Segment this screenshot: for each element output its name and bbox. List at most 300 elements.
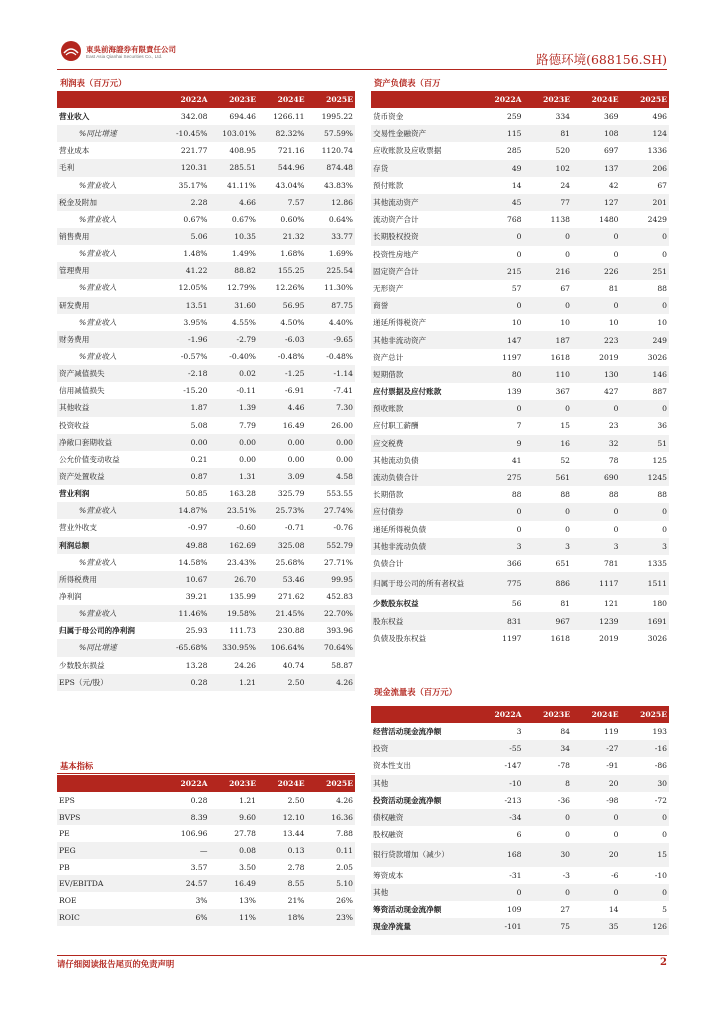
value-cell: 0 bbox=[613, 249, 619, 259]
value-cell: 1245 bbox=[621, 469, 670, 486]
value-cell: 0 bbox=[621, 884, 670, 901]
row-label: 营业外收支 bbox=[59, 523, 97, 533]
indicators-title: 基本指标 bbox=[60, 761, 94, 771]
row-label: ROIC bbox=[57, 909, 161, 926]
row-label: 投资 bbox=[371, 740, 475, 757]
value-cell: -10 bbox=[475, 775, 524, 792]
value-cell: 78 bbox=[608, 455, 619, 465]
value-cell: 103.01% bbox=[210, 125, 259, 142]
row-label: 应付职工薪酬 bbox=[373, 421, 419, 431]
row-label: PEG bbox=[57, 842, 161, 859]
value-cell: 3.57 bbox=[190, 862, 208, 872]
value-cell: 230.88 bbox=[277, 626, 305, 636]
row-label: 流动资产合计 bbox=[373, 215, 419, 225]
value-cell: -27 bbox=[572, 740, 621, 757]
value-cell: 0.67% bbox=[231, 214, 256, 224]
value-cell: -0.60 bbox=[236, 523, 256, 533]
value-cell: 43.04% bbox=[275, 180, 305, 190]
year-header: 2022A bbox=[161, 775, 210, 792]
value-cell: 0 bbox=[524, 884, 573, 901]
row-label: 营业收入 bbox=[59, 112, 90, 122]
year-header: 2024E bbox=[572, 706, 621, 723]
value-cell: 52 bbox=[560, 455, 570, 465]
value-cell: 4.50% bbox=[280, 317, 305, 327]
value-cell: 334 bbox=[555, 112, 570, 122]
value-cell: 39.21 bbox=[185, 592, 208, 601]
value-cell: 82.32% bbox=[258, 125, 307, 142]
value-cell: 57 bbox=[511, 283, 522, 293]
value-cell: 12.26% bbox=[275, 283, 305, 293]
table-row bbox=[371, 826, 669, 843]
value-cell: 40.74 bbox=[282, 660, 305, 670]
value-cell: 0 bbox=[565, 524, 570, 534]
value-cell: 0 bbox=[524, 503, 573, 520]
value-cell: 690 bbox=[572, 469, 621, 486]
value-cell: 367 bbox=[555, 387, 570, 397]
table-row bbox=[371, 383, 669, 400]
company-name-cn: 東吳前海證券有限責任公司 bbox=[86, 45, 176, 54]
value-cell: 325.79 bbox=[277, 489, 305, 499]
value-cell: 0.00 bbox=[239, 454, 256, 464]
table-row bbox=[57, 331, 355, 348]
value-cell: 0 bbox=[516, 524, 522, 534]
row-label: 销售费用 bbox=[57, 228, 161, 245]
value-cell: -0.48% bbox=[277, 352, 305, 362]
row-label: %营业收入 bbox=[79, 249, 117, 259]
table-row bbox=[57, 537, 355, 554]
value-cell: -0.40% bbox=[229, 352, 256, 362]
value-cell: 1138 bbox=[550, 215, 570, 225]
value-cell: 11.46% bbox=[161, 605, 210, 622]
value-cell: 0 bbox=[524, 809, 573, 826]
value-cell: 0.21 bbox=[190, 454, 208, 464]
value-cell: 19.58% bbox=[210, 605, 259, 622]
value-cell: 147 bbox=[475, 331, 524, 348]
value-cell: 26.00 bbox=[331, 420, 353, 430]
value-cell: -1.96 bbox=[161, 331, 210, 348]
value-cell: 1.48% bbox=[183, 249, 208, 259]
year-header: 2022A bbox=[475, 91, 524, 108]
value-cell: 42 bbox=[608, 180, 619, 190]
value-cell: 6% bbox=[161, 909, 210, 926]
value-cell: 106.64% bbox=[258, 639, 307, 656]
row-label: 递延所得税资产 bbox=[373, 318, 427, 328]
header-blank-cell bbox=[371, 91, 475, 108]
value-cell: 49.88 bbox=[161, 537, 210, 554]
value-cell: 0 bbox=[524, 400, 573, 417]
cashflow-title: 现金流量表（百万元） bbox=[374, 687, 457, 697]
value-cell: 3.95% bbox=[183, 317, 208, 327]
table-row bbox=[57, 365, 355, 382]
value-cell: -10 bbox=[654, 870, 667, 880]
value-cell: 0 bbox=[662, 249, 667, 259]
value-cell: 4.58 bbox=[307, 468, 356, 485]
value-cell: 1335 bbox=[647, 558, 667, 568]
value-cell: 36 bbox=[657, 421, 667, 431]
value-cell: 0 bbox=[621, 400, 670, 417]
table-row bbox=[57, 892, 355, 909]
income-statement-title: 利润表（百万元） bbox=[60, 78, 127, 88]
table-row bbox=[57, 588, 355, 605]
row-label: %营业收入 bbox=[79, 283, 117, 293]
value-cell: 15 bbox=[621, 843, 670, 866]
value-cell: 1239 bbox=[572, 612, 621, 629]
value-cell: 7 bbox=[516, 421, 522, 431]
value-cell: 32 bbox=[572, 435, 621, 452]
value-cell: 0.00 bbox=[336, 454, 353, 464]
value-cell: 14.87% bbox=[161, 502, 210, 519]
table-row bbox=[371, 469, 669, 486]
value-cell: -6 bbox=[611, 870, 619, 880]
value-cell: 1120.74 bbox=[321, 146, 353, 156]
value-cell: 0.67% bbox=[183, 214, 208, 224]
table-row bbox=[371, 867, 669, 884]
value-cell: 4.40% bbox=[328, 317, 353, 327]
table-row bbox=[371, 417, 669, 434]
value-cell: 0 bbox=[565, 249, 570, 259]
value-cell: 81 bbox=[560, 599, 570, 609]
value-cell: 8.55 bbox=[258, 875, 307, 892]
table-row bbox=[57, 825, 355, 842]
value-cell: 121 bbox=[604, 599, 619, 609]
value-cell: 0.00 bbox=[258, 434, 307, 451]
value-cell: -10.45% bbox=[161, 125, 210, 142]
table-row bbox=[371, 809, 669, 826]
value-cell: 0 bbox=[475, 503, 524, 520]
value-cell: 10.67 bbox=[161, 571, 210, 588]
value-cell: 21% bbox=[287, 895, 305, 905]
row-label: 其他流动资产 bbox=[371, 194, 475, 211]
value-cell: 2019 bbox=[599, 633, 619, 643]
table-row bbox=[371, 918, 669, 935]
value-cell: 887 bbox=[652, 387, 667, 397]
value-cell: 1.39 bbox=[210, 399, 259, 416]
row-label: 其他非流动资产 bbox=[371, 331, 475, 348]
table-row bbox=[371, 211, 669, 228]
value-cell: 0.13 bbox=[258, 842, 307, 859]
value-cell: 137 bbox=[572, 160, 621, 177]
value-cell: 180 bbox=[652, 599, 667, 609]
row-label: 其他 bbox=[371, 775, 475, 792]
table-row bbox=[371, 595, 669, 612]
year-header: 2025E bbox=[621, 706, 670, 723]
value-cell: 135.99 bbox=[229, 592, 256, 601]
value-cell: 7.79 bbox=[239, 420, 256, 430]
value-cell: 16.49 bbox=[210, 875, 259, 892]
row-label: 固定资产合计 bbox=[371, 263, 475, 280]
value-cell: 126 bbox=[621, 918, 670, 935]
row-label: 资产总计 bbox=[373, 352, 404, 362]
value-cell: 7.57 bbox=[258, 194, 307, 211]
table-row bbox=[57, 792, 355, 809]
value-cell: 43.83% bbox=[324, 180, 353, 190]
value-cell: 58.87 bbox=[331, 660, 353, 670]
value-cell: 0.00 bbox=[210, 434, 259, 451]
value-cell: 0 bbox=[621, 809, 670, 826]
table-row bbox=[57, 809, 355, 826]
value-cell: 1691 bbox=[621, 612, 670, 629]
value-cell: 106.96 bbox=[180, 829, 208, 839]
value-cell: 8 bbox=[524, 775, 573, 792]
table-row bbox=[371, 435, 669, 452]
value-cell: 2.50 bbox=[287, 795, 305, 805]
value-cell: 88 bbox=[608, 490, 619, 500]
value-cell: 110 bbox=[524, 366, 573, 383]
row-label: PE bbox=[59, 829, 70, 839]
value-cell: 0 bbox=[475, 884, 524, 901]
table-row bbox=[371, 108, 669, 125]
value-cell: 697 bbox=[604, 146, 619, 156]
value-cell: 56.95 bbox=[258, 297, 307, 314]
value-cell: -98 bbox=[606, 795, 619, 805]
row-label: %营业收入 bbox=[79, 352, 117, 362]
value-cell: -31 bbox=[509, 870, 522, 880]
value-cell: 27.78 bbox=[234, 829, 256, 839]
row-label: 毛利 bbox=[57, 159, 161, 176]
row-label: 研发费用 bbox=[57, 297, 161, 314]
value-cell: 886 bbox=[524, 572, 573, 595]
cashflow-table bbox=[371, 706, 669, 935]
year-header: 2024E bbox=[258, 91, 307, 108]
value-cell: -0.48% bbox=[326, 352, 353, 362]
value-cell: 12.10 bbox=[258, 809, 307, 826]
value-cell: 155.25 bbox=[258, 262, 307, 279]
row-label: %同比增速 bbox=[57, 125, 161, 142]
value-cell: 775 bbox=[475, 572, 524, 595]
table-row bbox=[371, 572, 669, 595]
row-label: 归属于母公司的净利润 bbox=[59, 626, 135, 636]
value-cell: 35.17% bbox=[178, 180, 208, 190]
value-cell: 4.46 bbox=[258, 399, 307, 416]
value-cell: 35 bbox=[572, 918, 621, 935]
value-cell: 41.11% bbox=[227, 180, 256, 190]
value-cell: 226 bbox=[572, 263, 621, 280]
value-cell: -78 bbox=[557, 761, 570, 771]
value-cell: 84 bbox=[560, 727, 570, 737]
value-cell: 16.36 bbox=[307, 809, 356, 826]
table-row bbox=[57, 434, 355, 451]
value-cell: 271.62 bbox=[277, 592, 305, 601]
value-cell: 2.50 bbox=[258, 674, 307, 691]
value-cell: 0 bbox=[662, 524, 667, 534]
table-row bbox=[57, 348, 355, 365]
year-header: 2023E bbox=[210, 775, 259, 792]
value-cell: 0.02 bbox=[210, 365, 259, 382]
value-cell: 251 bbox=[621, 263, 670, 280]
value-cell: 6 bbox=[516, 830, 522, 840]
value-cell: 187 bbox=[524, 331, 573, 348]
row-label: 税金及附加 bbox=[57, 194, 161, 211]
value-cell: 10 bbox=[657, 318, 667, 328]
indicators-rule bbox=[57, 773, 355, 774]
row-label: 公允价值变动收益 bbox=[59, 454, 120, 464]
value-cell: -36 bbox=[557, 795, 570, 805]
value-cell: 115 bbox=[475, 125, 524, 142]
value-cell: 452.83 bbox=[326, 592, 353, 601]
value-cell: 0 bbox=[475, 400, 524, 417]
row-label: %营业收入 bbox=[79, 180, 117, 190]
value-cell: 27 bbox=[560, 905, 570, 914]
value-cell: 14 bbox=[511, 180, 522, 190]
value-cell: -213 bbox=[504, 795, 522, 805]
value-cell: 0.87 bbox=[161, 468, 210, 485]
value-cell: 342.08 bbox=[180, 112, 208, 122]
value-cell: 88 bbox=[511, 490, 522, 500]
value-cell: 163.28 bbox=[229, 489, 256, 499]
value-cell: 168 bbox=[475, 843, 524, 866]
value-cell: 285.51 bbox=[210, 159, 259, 176]
table-row bbox=[57, 417, 355, 434]
value-cell: 0 bbox=[572, 884, 621, 901]
table-row bbox=[371, 142, 669, 159]
value-cell: 3% bbox=[195, 895, 208, 905]
value-cell: 7.88 bbox=[336, 829, 353, 839]
value-cell: 3 bbox=[524, 538, 573, 555]
value-cell: 366 bbox=[507, 558, 522, 568]
value-cell: 3 bbox=[475, 538, 524, 555]
table-row bbox=[371, 194, 669, 211]
value-cell: 146 bbox=[621, 366, 670, 383]
value-cell: 10.35 bbox=[210, 228, 259, 245]
company-name-en: East Asia Qianhai Securities Co., Ltd. bbox=[86, 54, 163, 59]
value-cell: 25.73% bbox=[258, 502, 307, 519]
table-row bbox=[371, 757, 669, 774]
value-cell: 67 bbox=[560, 283, 570, 293]
value-cell: 31.60 bbox=[210, 297, 259, 314]
value-cell: 0.28 bbox=[161, 674, 210, 691]
value-cell: 544.96 bbox=[258, 159, 307, 176]
value-cell: 87.75 bbox=[307, 297, 356, 314]
value-cell: 15 bbox=[560, 421, 570, 431]
value-cell: 81 bbox=[524, 125, 573, 142]
table-row bbox=[57, 622, 355, 639]
table-row bbox=[371, 280, 669, 297]
value-cell: 21.45% bbox=[258, 605, 307, 622]
row-label: 资产处置收益 bbox=[57, 468, 161, 485]
year-header: 2023E bbox=[524, 706, 573, 723]
table-row bbox=[57, 468, 355, 485]
value-cell: 16 bbox=[524, 435, 573, 452]
row-label: ROE bbox=[59, 895, 77, 905]
value-cell: -65.68% bbox=[161, 639, 210, 656]
value-cell: 1117 bbox=[572, 572, 621, 595]
value-cell: -1.14 bbox=[307, 365, 356, 382]
value-cell: 427 bbox=[604, 387, 619, 397]
stock-title: 路德环境(688156.SH) bbox=[536, 52, 667, 67]
table-row bbox=[371, 723, 669, 740]
value-cell: 77 bbox=[524, 194, 573, 211]
value-cell: 23% bbox=[307, 909, 356, 926]
value-cell: 20 bbox=[572, 775, 621, 792]
table-row bbox=[57, 108, 355, 125]
value-cell: 0.60% bbox=[280, 214, 305, 224]
row-label: EPS bbox=[59, 795, 75, 805]
row-label: EPS（元/股） bbox=[57, 674, 161, 691]
value-cell: 26.70 bbox=[210, 571, 259, 588]
table-row bbox=[57, 279, 355, 296]
value-cell: 874.48 bbox=[307, 159, 356, 176]
row-label: %营业收入 bbox=[79, 317, 117, 327]
year-header: 2023E bbox=[524, 91, 573, 108]
value-cell: 21.32 bbox=[258, 228, 307, 245]
value-cell: 5.08 bbox=[190, 420, 208, 430]
value-cell: 49 bbox=[475, 160, 524, 177]
table-row bbox=[371, 349, 669, 366]
year-header: 2025E bbox=[621, 91, 670, 108]
value-cell: 408.95 bbox=[229, 146, 256, 156]
value-cell: 721.16 bbox=[277, 146, 305, 156]
value-cell: 4.26 bbox=[336, 795, 353, 805]
value-cell: -1.25 bbox=[258, 365, 307, 382]
value-cell: 23.43% bbox=[227, 557, 256, 567]
value-cell: 768 bbox=[507, 215, 522, 225]
table-row bbox=[57, 875, 355, 892]
row-label: 净敞口套期收益 bbox=[57, 434, 161, 451]
value-cell: 13% bbox=[239, 895, 256, 905]
row-label: 流动负债合计 bbox=[371, 469, 475, 486]
value-cell: 125 bbox=[652, 455, 667, 465]
value-cell: 206 bbox=[621, 160, 670, 177]
row-label: 其他流动负债 bbox=[373, 455, 419, 465]
value-cell: 3 bbox=[621, 538, 670, 555]
value-cell: 11.30% bbox=[324, 283, 353, 293]
value-cell: 45 bbox=[475, 194, 524, 211]
table-row bbox=[371, 740, 669, 757]
value-cell: 0 bbox=[475, 297, 524, 314]
value-cell: 0 bbox=[572, 809, 621, 826]
value-cell: 120.31 bbox=[161, 159, 210, 176]
value-cell: 80 bbox=[475, 366, 524, 383]
row-label: 预付账款 bbox=[373, 180, 404, 190]
value-cell: 553.55 bbox=[326, 489, 353, 499]
table-row bbox=[371, 246, 669, 263]
year-header: 2025E bbox=[307, 775, 356, 792]
value-cell: 3.50 bbox=[239, 862, 256, 872]
row-label: 利润总额 bbox=[57, 537, 161, 554]
value-cell: 552.79 bbox=[307, 537, 356, 554]
value-cell: 0 bbox=[572, 228, 621, 245]
row-label: 营业成本 bbox=[59, 146, 90, 156]
row-label: 其他非流动负债 bbox=[371, 538, 475, 555]
year-header: 2022A bbox=[161, 91, 210, 108]
value-cell: 108 bbox=[572, 125, 621, 142]
value-cell: 139 bbox=[507, 387, 522, 397]
value-cell: 12.79% bbox=[227, 283, 256, 293]
indicators-table bbox=[57, 775, 355, 926]
row-label: PB bbox=[59, 862, 70, 872]
value-cell: 0.00 bbox=[161, 434, 210, 451]
table-row bbox=[57, 674, 355, 691]
value-cell: 14.58% bbox=[178, 557, 208, 567]
value-cell: 1618 bbox=[550, 352, 570, 362]
table-row bbox=[57, 142, 355, 159]
value-cell: 34 bbox=[524, 740, 573, 757]
header-blank-cell bbox=[371, 706, 475, 723]
value-cell: 11% bbox=[210, 909, 259, 926]
table-row bbox=[371, 630, 669, 647]
table-row bbox=[371, 775, 669, 792]
value-cell: 651 bbox=[555, 558, 570, 568]
value-cell: 249 bbox=[621, 331, 670, 348]
value-cell: 75 bbox=[524, 918, 573, 935]
table-row bbox=[57, 177, 355, 194]
value-cell: 3 bbox=[572, 538, 621, 555]
value-cell: 0 bbox=[621, 297, 670, 314]
value-cell: -55 bbox=[475, 740, 524, 757]
value-cell: -72 bbox=[654, 795, 667, 805]
value-cell: -34 bbox=[475, 809, 524, 826]
company-logo-icon bbox=[60, 40, 82, 62]
